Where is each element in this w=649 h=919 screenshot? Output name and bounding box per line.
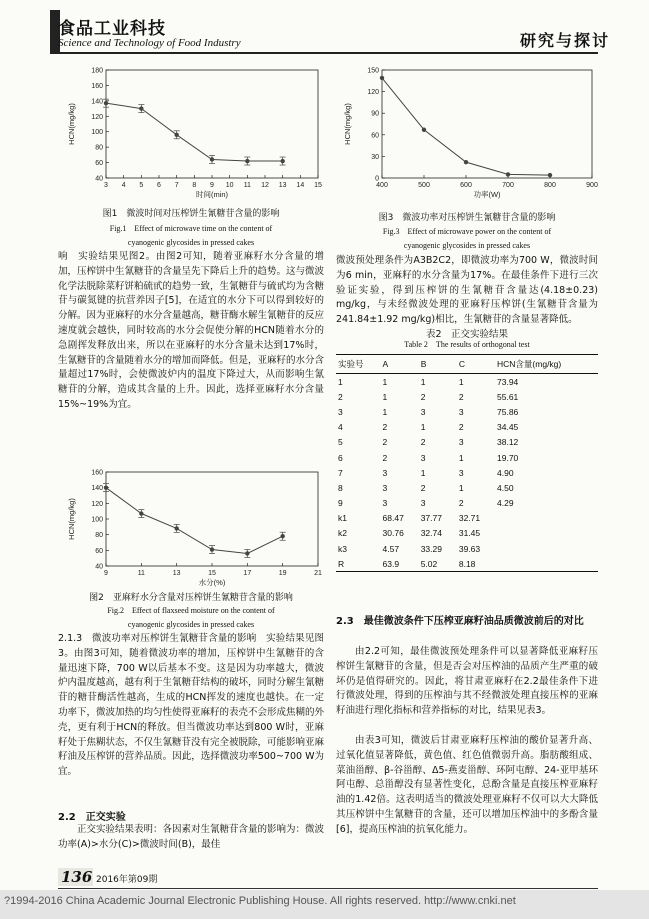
y-tick-label: 100 (91, 516, 103, 524)
y-tick-label: 120 (367, 89, 379, 97)
section-2-2-heading: 2.2 正交实验 (58, 812, 126, 823)
table-cell: 2 (420, 437, 426, 448)
table-header-cell: A (381, 355, 419, 374)
table-row (336, 389, 598, 404)
y-tick-label: 60 (371, 132, 379, 140)
table-cell: 1 (458, 452, 464, 463)
x-tick-label: 14 (296, 182, 305, 189)
data-point (422, 128, 426, 132)
x-tick-label: 4 (121, 182, 126, 189)
figure-3-caption-en-line2: cyanogenic glycosides in pressed cakes (403, 241, 531, 250)
table-cell (495, 541, 598, 556)
journal-title-cn: 食品工业科技 (58, 19, 166, 39)
x-tick-label: 15 (314, 182, 322, 189)
x-tick-label: 400 (376, 182, 388, 189)
figure-1-caption-en-line1: Fig.1 Effect of microwave time on the content of (109, 224, 273, 233)
table-cell: 3 (458, 437, 464, 448)
table-cell: 2 (420, 391, 426, 402)
table-cell: 2 (420, 482, 426, 493)
x-tick-label: 900 (586, 182, 598, 189)
section-2-2-text: 正交实验结果表明：各因素对生氰糖苷含量的影响为：微波功率(A)>水分(C)>微波时间(B)，最佳 (58, 824, 325, 850)
table-cell: 37.77 (420, 513, 442, 524)
table-cell: 4.29 (497, 498, 514, 509)
x-tick-label: 5 (139, 182, 144, 189)
figure-1-chart (62, 62, 324, 202)
optimal-condition-text: 微波预处理条件为A3B2C2，即微波功率为700 W，微波时间为6 min，亚麻籽的水分含量为17%。在最佳条件下进行三次验证实验，得到压榨饼的生氰糖苷含量达(4.18±0.23) mg/kg，与未经微波处理的亚麻籽压榨饼(生氰糖苷含量为241.84±1.92 mg/kg)相比，生氰糖苷的含量显著降低。 (336, 255, 598, 326)
data-point (104, 101, 108, 105)
table-2-title-cn: 表2 正交实验结果 (425, 329, 509, 340)
x-tick-label: 7 (174, 182, 179, 189)
x-tick-label: 21 (314, 570, 322, 577)
table-cell: 1 (458, 376, 464, 387)
data-point (139, 511, 143, 515)
table-cell: 4 (338, 422, 343, 433)
table-cell: 3 (420, 452, 426, 463)
table-cell: 1 (382, 406, 388, 417)
y-tick-label: 60 (95, 160, 103, 168)
table-header-cell: C (457, 355, 495, 374)
x-tick-label: 19 (278, 570, 287, 577)
table-cell: k1 (338, 513, 347, 524)
table-cell: 5 (338, 437, 343, 448)
table-cell: 8 (338, 482, 343, 493)
x-tick-label: 600 (460, 182, 472, 189)
y-axis-label: HCN(mg/kg) (343, 103, 352, 145)
table-row (336, 541, 598, 556)
table-cell: 73.94 (497, 376, 519, 387)
y-tick-label: 160 (91, 82, 103, 90)
section-2-3-text-b: 由表3可知，微波后甘肃亚麻籽压榨油的酸价显著升高、过氧化值显著降低，黄色值、红色值微弱升高。脂肪酸组成、菜油甾醇、β-谷甾醇、Δ5-燕麦甾醇、环阿屯醇、24-亚甲基环阿屯醇、总甾醇没有显著性变化，总酚含量是直接压榨亚麻籽油的1.42倍。这表明适当的微波处理亚麻籽不仅可以大大降低其压榨饼中生氰糖苷的含量，还可以增加压榨油中的多酚含量[6]，提高压榨油的抗氧化能力。 (336, 735, 598, 835)
table-cell: 32.71 (458, 513, 481, 524)
plot-frame (382, 70, 592, 178)
figure-1-caption-cn: 图1 微波时间对压榨饼生氰糖苷含量的影响 (102, 209, 280, 219)
table-cell: 2 (338, 391, 343, 402)
issue-label: 2016年第09期 (96, 875, 158, 885)
data-point (548, 173, 552, 177)
y-tick-label: 160 (91, 469, 103, 477)
y-tick-label: 60 (95, 547, 103, 555)
y-tick-label: 40 (95, 175, 103, 183)
table-cell: 5.02 (419, 556, 457, 572)
table-row (336, 556, 598, 572)
table-cell: 39.63 (458, 543, 481, 554)
figure-2-caption-en-line2: cyanogenic glycosides in pressed cakes (127, 620, 255, 629)
copyright-bar: ?1994-2016 China Academic Journal Electronic Publishing House. All rights reserved. http://www.cnki.net (0, 890, 649, 919)
table-cell (495, 511, 598, 526)
table-row (336, 511, 598, 526)
table-cell: 2 (382, 422, 388, 433)
data-point (245, 551, 249, 555)
table-row (336, 450, 598, 465)
figure-2-chart (62, 468, 324, 588)
data-point (104, 485, 108, 489)
table-cell: 1 (420, 376, 426, 387)
journal-title-en: Science and Technology of Food Industry (58, 37, 241, 49)
data-point (174, 526, 178, 530)
y-tick-label: 140 (91, 485, 103, 493)
y-tick-label: 80 (95, 144, 103, 152)
y-axis-label: HCN(mg/kg) (67, 498, 76, 540)
x-axis-label: 功率(W) (473, 190, 501, 199)
x-tick-label: 700 (502, 182, 514, 189)
table-row (336, 496, 598, 511)
table-cell: 1 (338, 376, 343, 387)
x-axis-label: 水分(%) (198, 578, 226, 587)
x-tick-label: 11 (137, 570, 145, 577)
table-row (336, 526, 598, 541)
section-2-3-heading: 2.3 最佳微波条件下压榨亚麻籽油品质微波前后的对比 (336, 616, 584, 627)
right-paragraph-2 (336, 645, 598, 719)
table-cell: 2 (382, 452, 388, 463)
table-cell: 19.70 (497, 452, 519, 463)
table-cell: 1 (458, 482, 464, 493)
table-header-cell: 实验号 (336, 355, 381, 374)
table-row (336, 420, 598, 435)
table-cell: 2 (458, 422, 464, 433)
table-cell: 1 (420, 467, 426, 478)
figure-3-caption-en-line1: Fig.3 Effect of microwave power on the content of (382, 227, 552, 236)
figure-2-caption-en-line1: Fig.2 Effect of flaxseed moisture on the content of (107, 606, 275, 615)
data-point (280, 534, 284, 538)
table-cell: 2 (458, 391, 464, 402)
table-row (336, 404, 598, 419)
left-paragraph-2 (58, 632, 324, 780)
table-cell: k2 (338, 528, 347, 539)
header-rule (58, 52, 598, 54)
table-cell: 4.90 (497, 467, 514, 478)
figure-2-caption-en (58, 604, 324, 632)
left-paragraph-3 (58, 823, 324, 853)
table-row (336, 374, 598, 390)
table-cell: 38.12 (497, 437, 519, 448)
table-cell: 63.9 (381, 556, 419, 572)
data-point (464, 160, 468, 164)
table-cell: 7 (338, 467, 343, 478)
x-tick-label: 800 (544, 182, 556, 189)
x-tick-label: 11 (243, 182, 251, 189)
table-body (336, 374, 598, 572)
table-cell: 3 (458, 467, 464, 478)
table-cell: 32.74 (420, 528, 442, 539)
table-header-cell: HCN含量(mg/kg) (495, 355, 598, 374)
table-cell: R (336, 556, 381, 572)
figure-1-caption-en (58, 222, 324, 250)
figure-3-caption-en (336, 225, 598, 253)
data-point (245, 159, 249, 163)
x-tick-label: 13 (278, 182, 287, 189)
y-tick-label: 140 (91, 98, 103, 106)
table-cell: 1 (382, 376, 388, 387)
table-cell: 55.61 (497, 391, 519, 402)
table-cell: 1 (420, 422, 426, 433)
table-cell: 3 (420, 498, 426, 509)
x-tick-label: 9 (104, 570, 108, 577)
table-cell: 30.76 (382, 528, 404, 539)
data-point (506, 172, 510, 176)
figure-1-caption-en-line2: cyanogenic glycosides in pressed cakes (127, 238, 255, 247)
table-cell: 4.57 (382, 543, 400, 554)
y-tick-label: 80 (95, 532, 103, 540)
right-paragraph-1 (336, 254, 598, 328)
x-tick-label: 8 (192, 182, 197, 189)
series-line (106, 103, 283, 161)
x-tick-label: 6 (157, 182, 161, 189)
table-cell: 3 (382, 498, 388, 509)
x-axis-label: 时间(min) (195, 190, 229, 199)
paragraph-moisture-result: 响 实验结果见图2。由图2可知，随着亚麻籽水分含量的增加，压榨饼中生氰糖苷的含量呈先下降后上升的趋势。这与微波化学法脱除菜籽饼粕硫甙的趋势一致，生氰糖苷与硫甙均为含糖苷与碳氮键的抗营养因子[5]，在适宜的水分下可以得到较好的分解。因为亚麻籽的水分含量越高，糖苷酶水解生氰糖苷的反应速度就会越快，同时较高的水分会促使分解的HCN随着水分的急剧挥发释放出来，所以在亚麻籽的水分含量未达到17%时，生氰糖苷的含量随着水分的增加而降低。但是，亚麻籽的水分含量超过17%时，会使微波炉内的温度下降过大，从而影响生氰糖苷的分解，造成其含量的上升。因此，选择亚麻籽水分含量15%~19%为宜。 (58, 251, 325, 410)
table-cell: 8.18 (457, 556, 495, 572)
table-cell: 33.29 (420, 543, 442, 554)
table-cell: 3 (382, 482, 388, 493)
table-cell: 1 (382, 391, 388, 402)
figure-2-caption-cn: 图2 亚麻籽水分含量对压榨饼生氰糖苷含量的影响 (89, 593, 293, 603)
x-tick-label: 15 (208, 570, 216, 577)
table-header-row (336, 355, 598, 374)
x-tick-label: 500 (418, 182, 430, 189)
data-point (380, 76, 384, 80)
y-tick-label: 0 (375, 175, 379, 183)
x-tick-label: 10 (225, 182, 234, 189)
x-tick-label: 13 (172, 570, 181, 577)
table-cell: 34.45 (497, 422, 519, 433)
table-cell (495, 526, 598, 541)
table-cell: 31.45 (458, 528, 481, 539)
table-row (336, 465, 598, 480)
table-cell: 3 (458, 406, 464, 417)
table-cell: 2 (458, 498, 464, 509)
data-point (210, 547, 214, 551)
table-cell: 2 (382, 437, 388, 448)
table-2-title-en: Table 2 The results of orthogonal test (404, 340, 530, 349)
y-tick-label: 120 (91, 113, 103, 121)
y-tick-label: 90 (371, 110, 379, 118)
series-line (106, 488, 283, 554)
footer-rule (58, 888, 598, 889)
table-cell: k3 (338, 543, 347, 554)
x-tick-label: 12 (261, 182, 269, 189)
data-point (210, 157, 214, 161)
right-paragraph-3 (336, 734, 598, 838)
figure-3-chart (338, 62, 598, 202)
figure-3-caption-cn: 图3 微波功率对压榨饼生氰糖苷含量的影响 (378, 213, 556, 223)
section-2-1-3-text: 2.1.3 微波功率对压榨饼生氰糖苷含量的影响 实验结果见图3。由图3可知，随着微波功率的增加，压榨饼中生氰糖苷的含量迅速下降，700 W以后基本不变。这是因为功率越大，微波炉内温度越高，越有利于生氰糖苷结构的破坏，同时分解生氰糖苷的糖苷酶活性越高，生成的HCN挥发的速度也越快。在一定功率下，微波加热的均匀性使得亚麻籽的表壳不会形成焦糊的外壳，更有利于HCN的释放。但当微波功率达到800 W时，亚麻籽处于焦糊状态，不仅生氰糖苷没有完全被脱除，可能影响亚麻籽油及压榨饼的营养品质。因此，选择微波功率500~700 W为宜。 (58, 633, 325, 778)
table-cell: 75.86 (497, 406, 519, 417)
table-header-cell: B (419, 355, 457, 374)
table-row (336, 480, 598, 495)
table-cell: 9 (338, 498, 343, 509)
y-tick-label: 150 (367, 67, 379, 75)
page-number: 136 (58, 868, 93, 886)
data-point (139, 106, 143, 110)
table-cell: 3 (382, 467, 388, 478)
table-cell: 4.50 (497, 482, 514, 493)
y-axis-label: HCN(mg/kg) (67, 103, 76, 145)
section-title: 研究与探讨 (520, 31, 611, 50)
table-cell: 6 (338, 452, 343, 463)
left-paragraph-1 (58, 250, 324, 413)
y-tick-label: 100 (91, 129, 103, 137)
y-tick-label: 40 (95, 563, 103, 571)
data-point (174, 133, 178, 137)
x-tick-label: 3 (104, 182, 108, 189)
x-tick-label: 17 (243, 570, 252, 577)
table-cell: 68.47 (382, 513, 404, 524)
y-tick-label: 30 (371, 153, 379, 161)
x-tick-label: 9 (210, 182, 214, 189)
data-point (280, 159, 284, 163)
table-cell (495, 556, 598, 572)
table-cell: 3 (338, 406, 343, 417)
table-cell: 3 (420, 406, 426, 417)
table-row (336, 435, 598, 450)
table-2 (336, 354, 598, 572)
orthogonal-table (336, 354, 598, 572)
y-tick-label: 180 (91, 67, 103, 75)
y-tick-label: 120 (91, 500, 103, 508)
section-2-3-text-a: 由2.2可知，最佳微波预处理条件可以显著降低亚麻籽压榨饼生氰糖苷的含量，但是否会对压榨油的品质产生严重的破坏仍是值得研究的。因此，将甘肃亚麻籽在2.2最佳条件下进行微波处理，得到的压榨油与其不经微波处理直接压榨的亚麻籽油进行理化指标和营养指标的对比，结果见表3。 (336, 646, 598, 717)
